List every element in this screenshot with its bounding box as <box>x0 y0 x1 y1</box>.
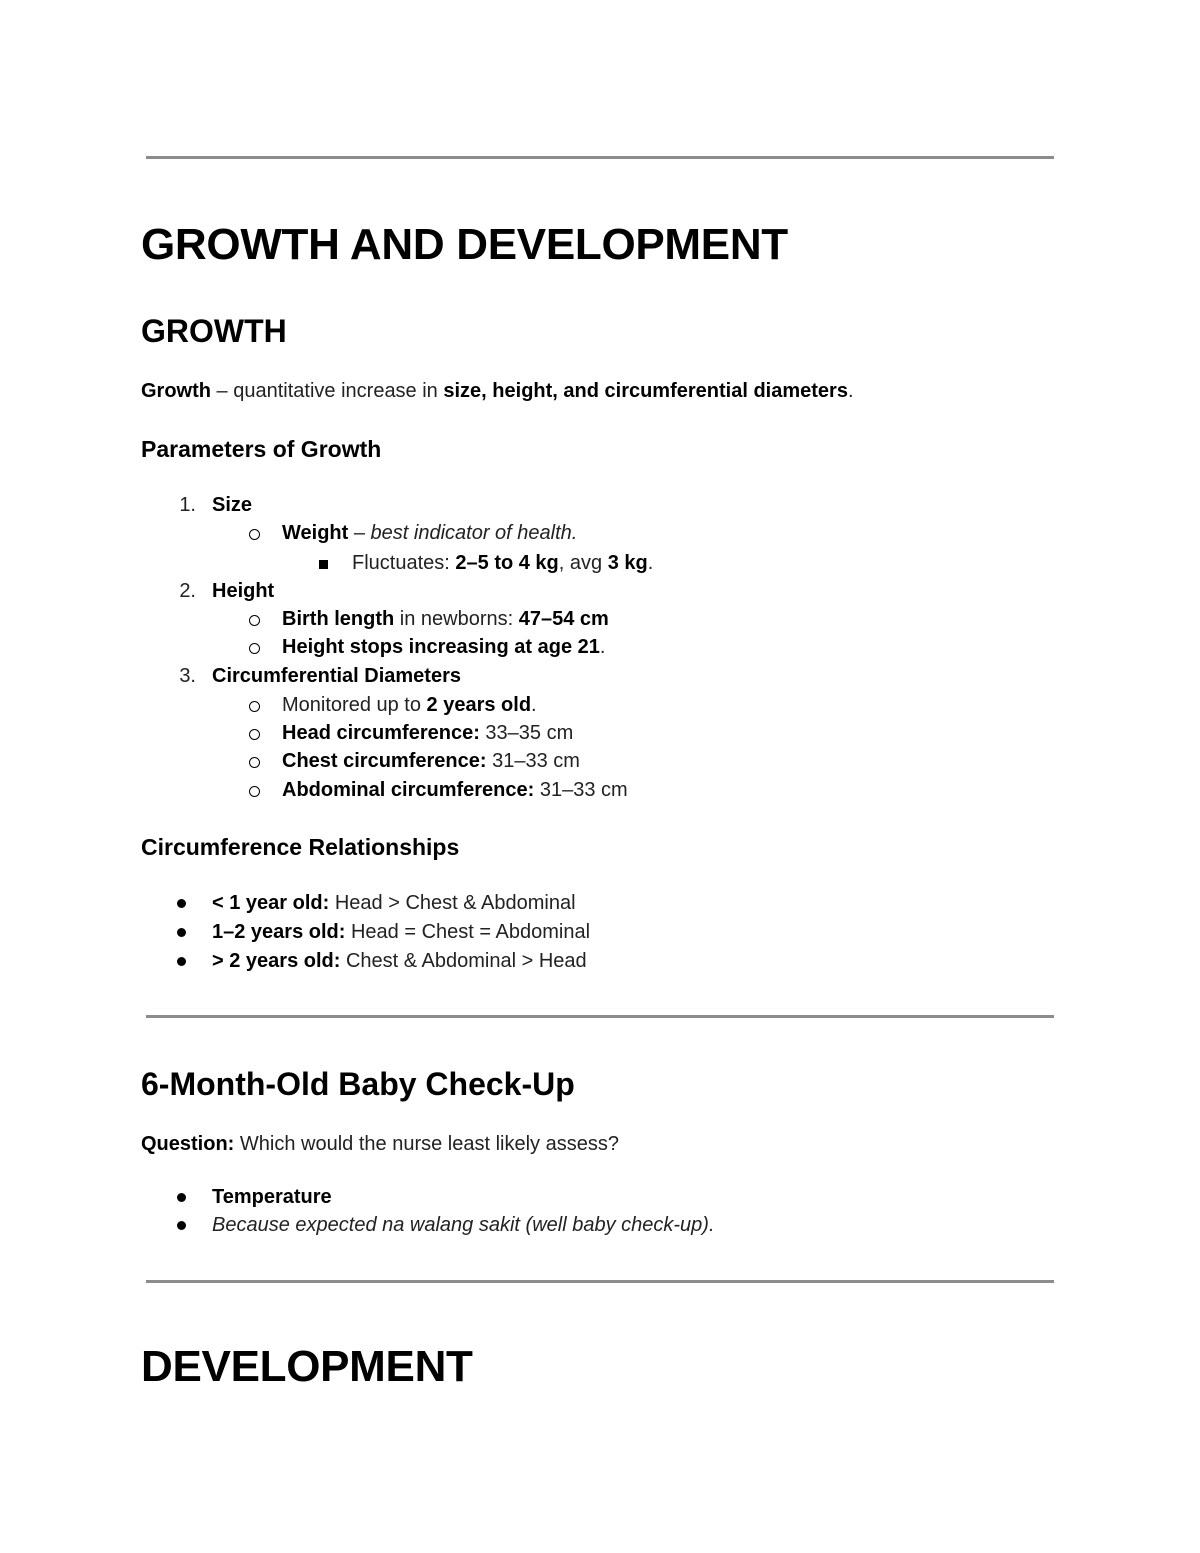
subheading-relationships: Circumference Relationships <box>141 834 460 860</box>
list-item-explanation: Because expected na walang sakit (well baby check-up). <box>212 1214 715 1236</box>
list-item-answer: Temperature <box>212 1186 332 1208</box>
list-item-height: Height <box>212 580 275 602</box>
circle-bullet-icon <box>249 701 260 712</box>
horizontal-rule <box>146 1015 1054 1018</box>
list-item-birth-length: Birth length in newborns: 47–54 cm <box>282 608 609 630</box>
list-item-fluctuates: Fluctuates: 2–5 to 4 kg, avg 3 kg. <box>352 552 654 574</box>
bullet-icon <box>177 1193 186 1202</box>
list-number: 2. <box>179 580 196 602</box>
square-bullet-icon <box>319 560 328 569</box>
section-heading-growth: GROWTH <box>141 313 287 349</box>
circle-bullet-icon <box>249 529 260 540</box>
list-item-height-stops: Height stops increasing at age 21. <box>282 636 606 658</box>
circle-bullet-icon <box>249 729 260 740</box>
bullet-icon <box>177 928 186 937</box>
horizontal-rule <box>146 156 1054 159</box>
circle-bullet-icon <box>249 757 260 768</box>
list-number: 3. <box>179 665 196 687</box>
bullet-icon <box>177 899 186 908</box>
list-item-relationship: < 1 year old: Head > Chest & Abdominal <box>212 892 576 914</box>
horizontal-rule <box>146 1280 1054 1283</box>
circle-bullet-icon <box>249 615 260 626</box>
list-number: 1. <box>179 494 196 516</box>
circle-bullet-icon <box>249 643 260 654</box>
list-item-monitored: Monitored up to 2 years old. <box>282 694 537 716</box>
bullet-icon <box>177 957 186 966</box>
list-item-head-circ: Head circumference: 33–35 cm <box>282 722 574 744</box>
section-heading-checkup: 6-Month-Old Baby Check-Up <box>141 1066 575 1102</box>
subheading-parameters: Parameters of Growth <box>141 436 382 462</box>
bullet-icon <box>177 1221 186 1230</box>
section-heading-development: DEVELOPMENT <box>141 1342 473 1391</box>
list-item-weight: Weight – best indicator of health. <box>282 522 578 544</box>
checkup-question: Question: Which would the nurse least likely assess? <box>141 1133 619 1155</box>
growth-definition: Growth – quantitative increase in size, height, and circumferential diameters. <box>141 380 854 402</box>
list-item-chest-circ: Chest circumference: 31–33 cm <box>282 750 580 772</box>
list-item-abdominal-circ: Abdominal circumference: 31–33 cm <box>282 779 628 801</box>
list-item-relationship: 1–2 years old: Head = Chest = Abdominal <box>212 921 591 943</box>
list-item-relationship: > 2 years old: Chest & Abdominal > Head <box>212 950 587 972</box>
document-title: GROWTH AND DEVELOPMENT <box>141 220 788 269</box>
list-item-circumferential: Circumferential Diameters <box>212 665 461 687</box>
list-item-size: Size <box>212 494 253 516</box>
circle-bullet-icon <box>249 786 260 797</box>
